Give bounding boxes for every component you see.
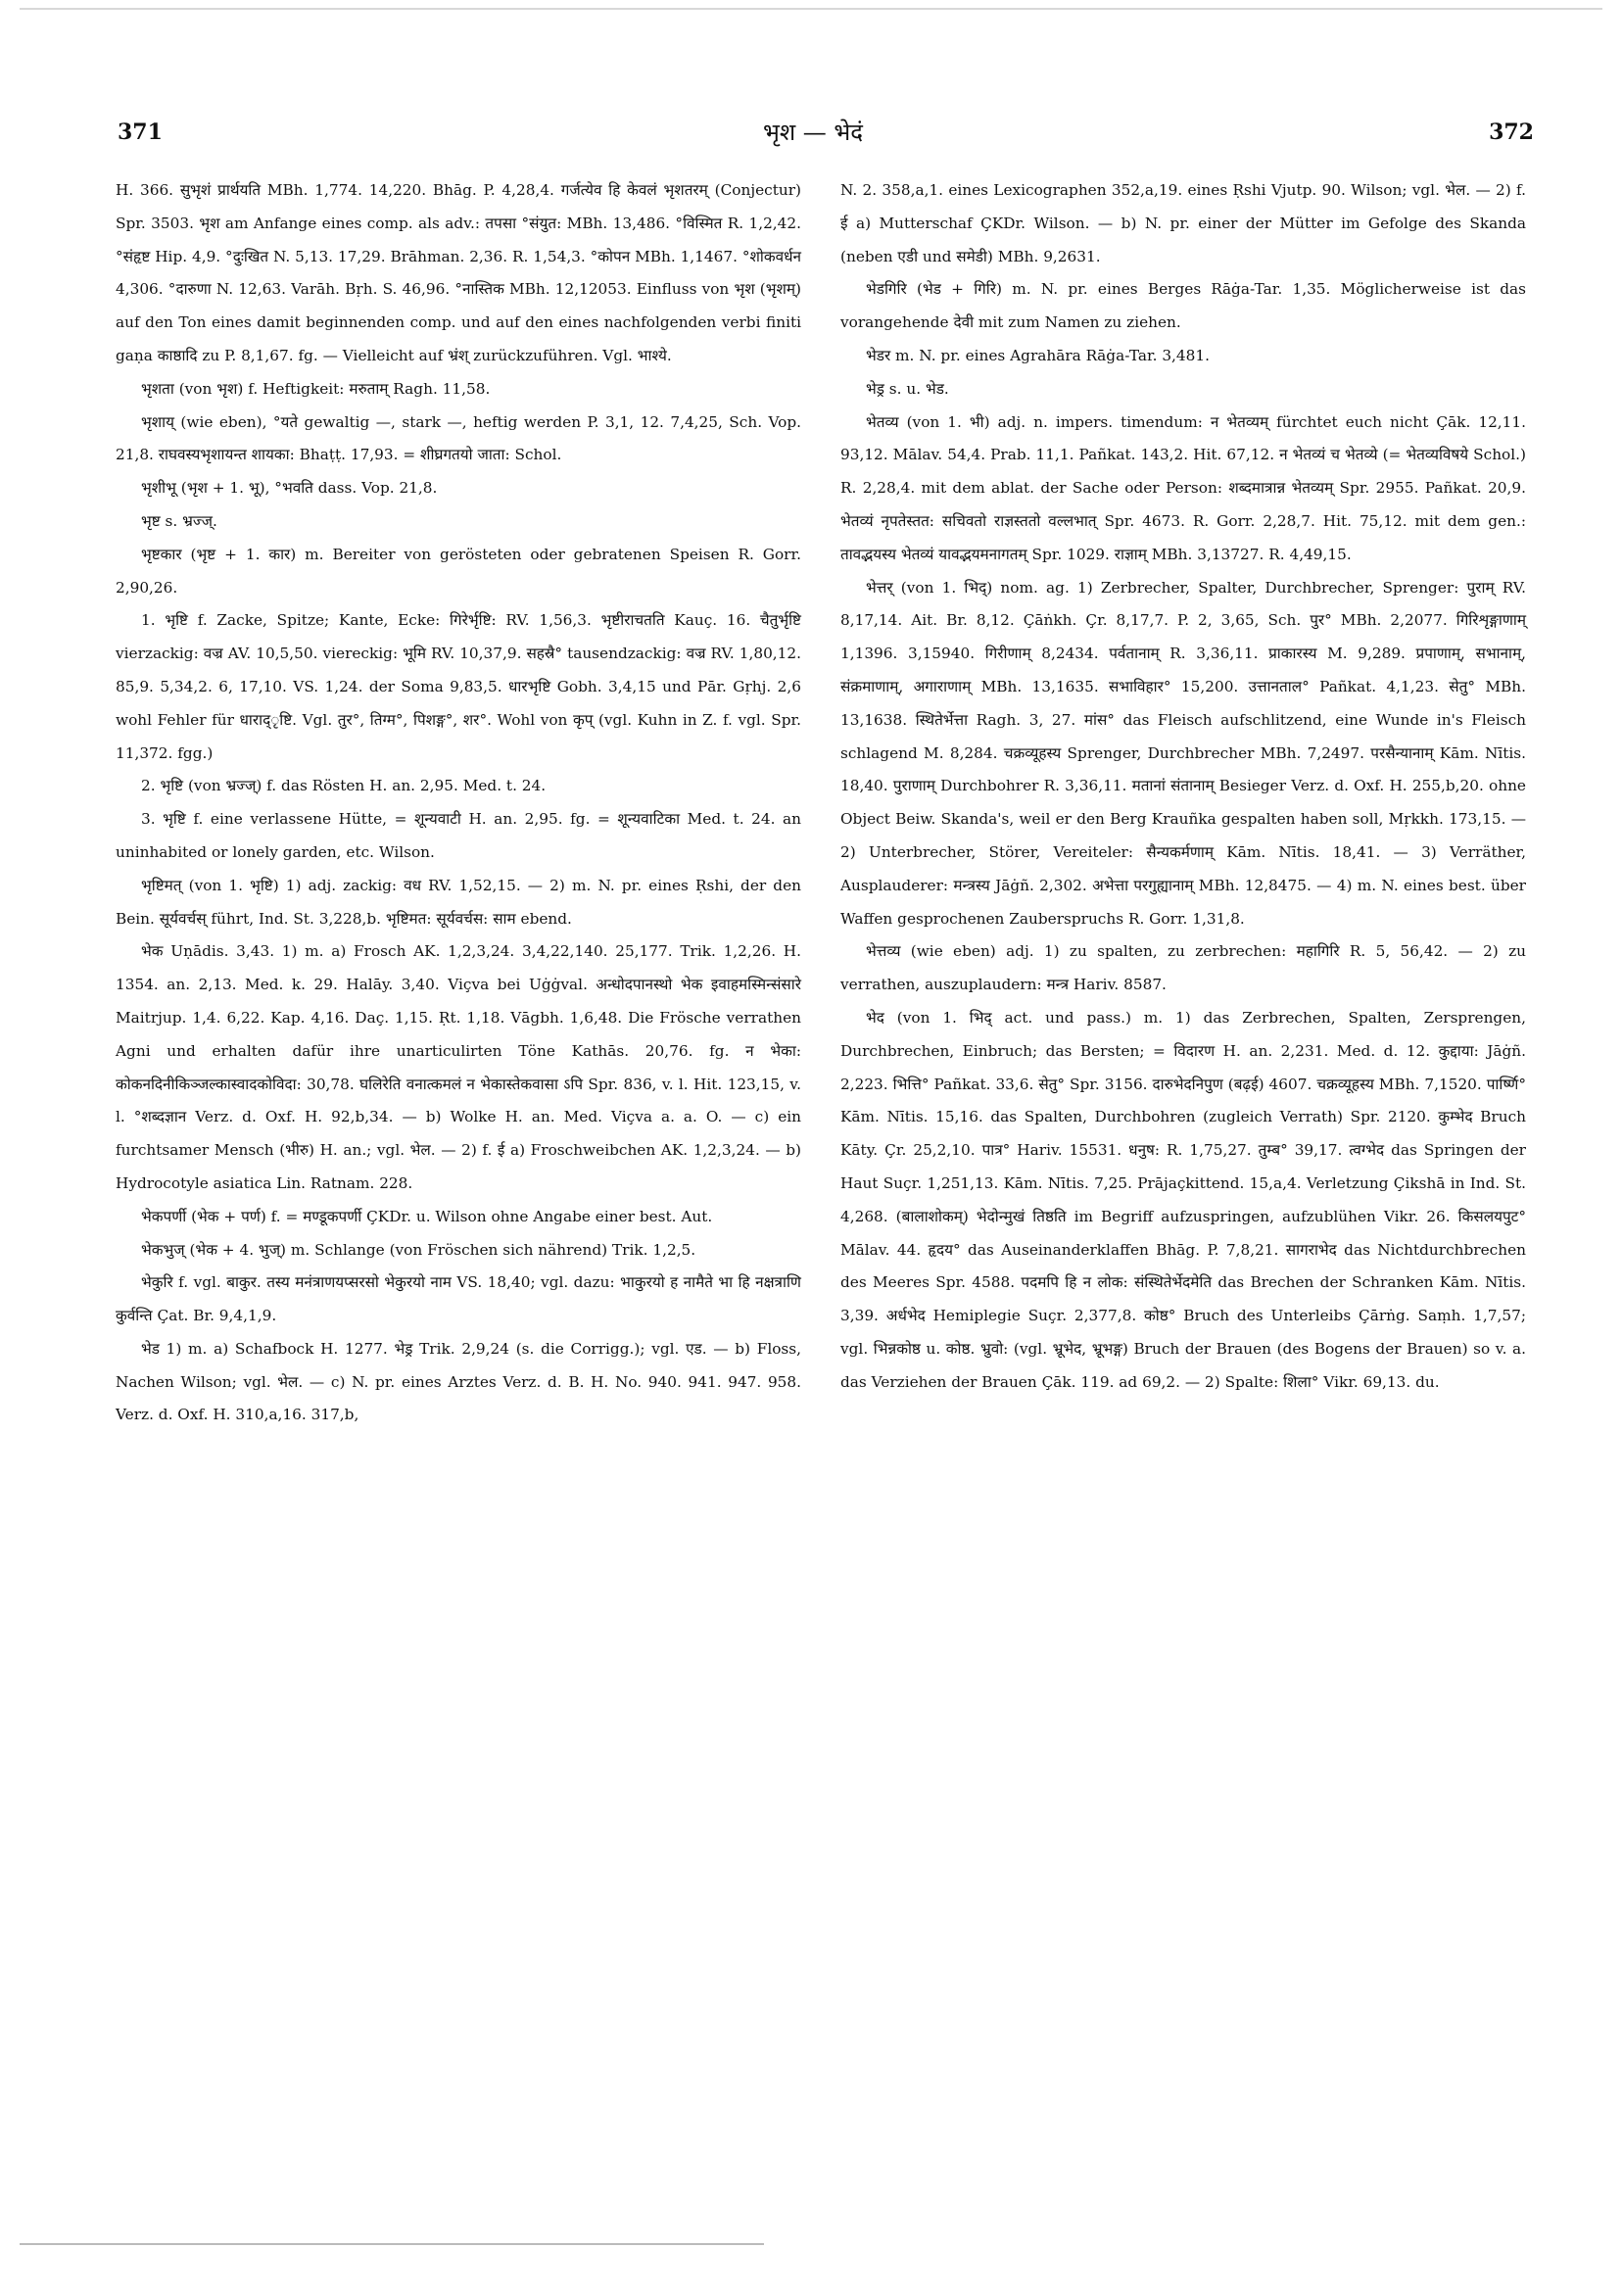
running-headword: भृश — भेदं	[762, 119, 864, 146]
dictionary-entry: भृष्ट s. भ्रज्ज्.	[141, 511, 217, 530]
top-rule	[20, 8, 1602, 10]
dictionary-entry: भेड 1) m. a) Schafbock H. 1277. भेड्र Trik. 2,9,24 (s. die Corrigg.); vgl. एड. — b) Floss, Nachen Wilson; vgl. भेल. — c) N. pr. eines Arztes Verz. d. B. H. No. 940. 941. 947. 958. Verz. d. Oxf. H. 310,a,16. 317,b,	[116, 1339, 801, 1424]
page-number-right: 372	[1489, 120, 1534, 145]
dictionary-entry: भेक Uṇādis. 3,43. 1) m. a) Frosch AK. 1,2,3,24. 3,4,22,140. 25,177. Trik. 1,2,26. H. 1354. an. 2,13. Med. k. 29. Halāy. 3,40. Viçva bei Uġġval. अन्धोदपानस्थो भेक इवाहमस्मिन्संसारे Maitrjup. 1,4. 6,22. Kap. 4,16. Daç. 1,15. Ṛt. 1,18. Vāgbh. 1,6,48. Die Frösche verrathen Agni und erhalten dafür ihre unarticulirten Töne Kathās. 20,76. fg. न भेका: कोकनदिनीकिञ्जल्कास्वादकोविदा: 30,78. घलिरेति वनात्कमलं न भेकास्तेकवासा ऽपि Spr. 836, v. l. Hit. 123,15, v. l. °शब्दज्ञान Verz. d. Oxf. H. 92,b,34. — b) Wolke H. an. Med. Viçva a. a. O. — c) ein furchtsamer Mensch (भीरु) H. an.; vgl. भेल. — 2) f. ई a) Froschweibchen AK. 1,2,3,24. — b) Hydrocotyle asiatica Lin. Ratnam. 228.	[116, 942, 801, 1192]
dictionary-entry: भेकुरि f. vgl. बाकुर. तस्य मनंत्राणयप्सरसो भेकुरयो नाम VS. 18,40; vgl. dazu: भाकुरयो ह नामैते भा हि नक्षत्राणि कुर्वन्ति Çat. Br. 9,4,1,9.	[116, 1273, 801, 1325]
dictionary-entry: 3. भृष्टि f. eine verlassene Hütte, = शून्यवाटी H. an. 2,95. fg. = शून्यवाटिका Med. t. 24. an uninhabited or lonely garden, etc. Wilson.	[116, 810, 801, 861]
dictionary-entry: भृशीभू (भृश + 1. भू), °भवति dass. Vop. 21,8.	[141, 479, 438, 498]
dictionary-entry: H. 366. सुभृशं प्रार्थयति MBh. 1,774. 14,220. Bhāg. P. 4,28,4. गर्जत्येव हि केवलं भृशतरम् (Conjectur) Spr. 3503. भृश am Anfange eines comp. als adv.: तपसा °संयुत: MBh. 13,486. °विस्मित R. 1,2,42. °संहृष्ट Hip. 4,9. °दुःखित N. 5,13. 17,29. Brāhman. 2,36. R. 1,54,3. °कोपन MBh. 1,1467. °शोकवर्धन 4,306. °दारुणा N. 12,63. Varāh. Bṛh. S. 46,96. °नास्तिक MBh. 12,12053. Einfluss von भृश (भृशम्) auf den Ton eines damit beginnenden comp. und auf den eines nachfolgenden verbi finiti gaṇa काष्ठादि zu P. 8,1,67. fg. — Vielleicht auf भ्रंश् zurückzuführen. Vgl. भाश्ये.	[116, 181, 801, 364]
dictionary-entry: भेडर m. N. pr. eines Agrahāra Rāġa-Tar. 3,481.	[866, 346, 1210, 364]
dictionary-entry: भेडगिरि (भेड + गिरि) m. N. pr. eines Berges Rāġa-Tar. 1,35. Möglicherweise ist das vorangehende देवी mit zum Namen zu ziehen.	[840, 280, 1526, 332]
dictionary-entry: भृशाय् (wie eben), °यते gewaltig —, stark —, heftig werden P. 3,1, 12. 7,4,25, Sch. Vop. 21,8. राघवस्यभृशायन्त शायका: Bhaṭṭ. 17,93. = शीघ्रगतयो जाता: Schol.	[116, 412, 801, 464]
dictionary-entry: भेत्तर् (von 1. भिद्) nom. ag. 1) Zerbrecher, Spalter, Durchbrecher, Sprenger: पुराम् RV. 8,17,14. Ait. Br. 8,12. Çāṅkh. Çr. 8,17,7. P. 2, 3,65, Sch. पुर° MBh. 2,2077. गिरिशृङ्गाणाम् 1,1396. 3,15940. गिरीणाम् 8,2434. पर्वतानाम् R. 3,36,11. प्राकारस्य M. 9,289. प्रपाणाम्, सभानाम्, संक्रमाणाम्, अगाराणाम् MBh. 13,1635. सभाविहार° 15,200. उत्तानताल° Pañkat. 4,1,23. सेतु° MBh. 13,1638. स्थितेर्भेत्ता Ragh. 3, 27. मांस° das Fleisch aufschlitzend, eine Wunde in's Fleisch schlagend M. 8,284. चक्रव्यूहस्य Sprenger, Durchbrecher MBh. 7,2497. परसैन्यानाम् Kām. Nītis. 18,40. पुराणाम् Durchbohrer R. 3,36,11. मतानां संतानाम् Besieger Verz. d. Oxf. H. 255,b,20. ohne Object Beiw. Skanda's, weil er den Berg Krauñka gespalten haben soll, Mṛkkh. 173,15. — 2) Unterbrecher, Störer, Vereiteler: सैन्यकर्मणाम् Kām. Nītis. 18,41. — 3) Verräther, Ausplauderer: मन्त्रस्य Jāġñ. 2,302. अभेत्ता परगुह्यानाम् MBh. 12,8475. — 4) m. N. eines best. über Waffen gesprochenen Zauberspruchs R. Gorr. 1,31,8.	[840, 578, 1526, 928]
dictionary-entry: भृशता (von भृश) f. Heftigkeit: मरुताम् Ragh. 11,58.	[141, 379, 491, 398]
right-column	[840, 174, 1526, 1399]
dictionary-entry: भेद (von 1. भिद् act. und pass.) m. 1) das Zerbrechen, Spalten, Zersprengen, Durchbrechen, Einbruch; das Bersten; = विदारण H. an. 2,231. Med. d. 12. कुद्दाया: Jāġñ. 2,223. भित्ति° Pañkat. 33,6. सेतु° Spr. 3156. दारुभेदनिपुण (बढ़ई) 4607. चक्रव्यूहस्य MBh. 7,1520. पार्ष्णि° Kām. Nītis. 15,16. das Spalten, Durchbohren (zugleich Verrath) Spr. 2120. कुम्भेद Bruch Kāty. Çr. 25,2,10. पात्र° Hariv. 15531. धनुष: R. 1,75,27. तुम्ब° 39,17. त्वग्भेद das Springen der Haut Suçr. 1,251,13. Kām. Nītis. 7,25. Prājaçkittend. 15,a,4. Verletzung Çikshā in Ind. St. 4,268. (बालाशोकम्) भेदोन्मुखं तिष्ठति im Begriff aufzuspringen, aufzublühen Vikr. 26. किसलयपुट° Mālav. 44. हृदय° das Auseinanderklaffen Bhāg. P. 7,8,21. सागराभेद das Nichtdurchbrechen des Meeres Spr. 4588. पदमपि हि न लोक: संस्थितेर्भेदमेति das Brechen der Schranken Kām. Nītis. 3,39. अर्धभेद Hemiplegie Suçr. 2,377,8. कोष्ठ° Bruch des Unterleibs Çārṅg. Saṃh. 1,7,57; vgl. भिन्नकोष्ठ u. कोष्ठ. भ्रुवो: (vgl. भ्रूभेद, भ्रूभङ्ग) Bruch der Brauen (des Bogens der Brauen) so v. a. das Verziehen der Brauen Çāk. 119. ad 69,2. — 2) Spalte: शिला° Vikr. 69,13. du.	[840, 1008, 1526, 1391]
dictionary-entry: भृष्टकार (भृष्ट + 1. कार) m. Bereiter von gerösteten oder gebratenen Speisen R. Gorr. 2,90,26.	[116, 545, 801, 597]
bottom-rule	[20, 2243, 764, 2245]
dictionary-entry: 1. भृष्टि f. Zacke, Spitze; Kante, Ecke: गिरेर्भृष्टि: RV. 1,56,3. भृष्टीराचतति Kauç. 16. चैतुर्भृष्टि vierzackig: वज्र AV. 10,5,50. viereckig: भूमि RV. 10,37,9. सहस्रै° tausendzackig: वज्र RV. 1,80,12. 85,9. 5,34,2. 6, 17,10. VS. 1,24. der Soma 9,83,5. धारभृष्टि Gobh. 3,4,15 und Pār. Gṛhj. 2,6 wohl Fehler für धाराद्ृष्टि. Vgl. तुर°, तिग्म°, पिशङ्ग°, शर°. Wohl von कृप् (vgl. Kuhn in Z. f. vgl. Spr. 11,372. fgg.)	[116, 611, 801, 762]
dictionary-entry: भेकभुज् (भेक + 4. भुज्) m. Schlange (von Fröschen sich nährend) Trik. 1,2,5.	[141, 1240, 696, 1259]
left-column	[116, 174, 801, 1432]
page-number-left: 371	[118, 120, 163, 145]
dictionary-entry: भेत्तव्य (wie eben) adj. 1) zu spalten, zu zerbrechen: महागिरि R. 5, 56,42. — 2) zu verrathen, auszuplaudern: मन्त्र Hariv. 8587.	[840, 942, 1526, 994]
dictionary-entry: N. 2. 358,a,1. eines Lexicographen 352,a,19. eines Ṛshi Vjutp. 90. Wilson; vgl. भेल. — 2) f. ई a) Mutterschaf ÇKDr. Wilson. — b) N. pr. einer der Mütter im Gefolge des Skanda (neben एडी und समेडी) MBh. 9,2631.	[840, 181, 1526, 265]
dictionary-entry: 2. भृष्टि (von भ्रज्ज्) f. das Rösten H. an. 2,95. Med. t. 24.	[141, 777, 547, 795]
dictionary-entry: भेतव्य (von 1. भी) adj. n. impers. timendum: न भेतव्यम् fürchtet euch nicht Çāk. 12,11. 93,12. Mālav. 54,4. Prab. 11,1. Pañkat. 143,2. Hit. 67,12. न भेतव्यं च भेतव्ये (= भेतव्यविषये Schol.) R. 2,28,4. mit dem ablat. der Sache oder Person: शब्दमात्रान्न भेतव्यम् Spr. 2955. Pañkat. 20,9. भेतव्यं नृपतेस्तत: सचिवतो राज्ञस्ततो वल्लभात् Spr. 4673. R. Gorr. 2,28,7. Hit. 75,12. mit dem gen.: तावद्भयस्य भेतव्यं यावद्भयमनागतम् Spr. 1029. राज्ञाम् MBh. 3,13727. R. 4,49,15.	[840, 412, 1526, 563]
dictionary-entry: भृष्टिमत् (von 1. भृष्टि) 1) adj. zackig: वध RV. 1,52,15. — 2) m. N. pr. eines Ṛshi, der den Bein. सूर्यवर्चस् führt, Ind. St. 3,228,b. भृष्टिमत: सूर्यवर्चस: साम ebend.	[116, 876, 801, 928]
dictionary-entry: भेकपर्णी (भेक + पर्ण) f. = मण्डूकपर्णी ÇKDr. u. Wilson ohne Angabe einer best. Aut.	[141, 1207, 713, 1225]
dictionary-entry: भेड्र s. u. भेड.	[866, 379, 949, 398]
